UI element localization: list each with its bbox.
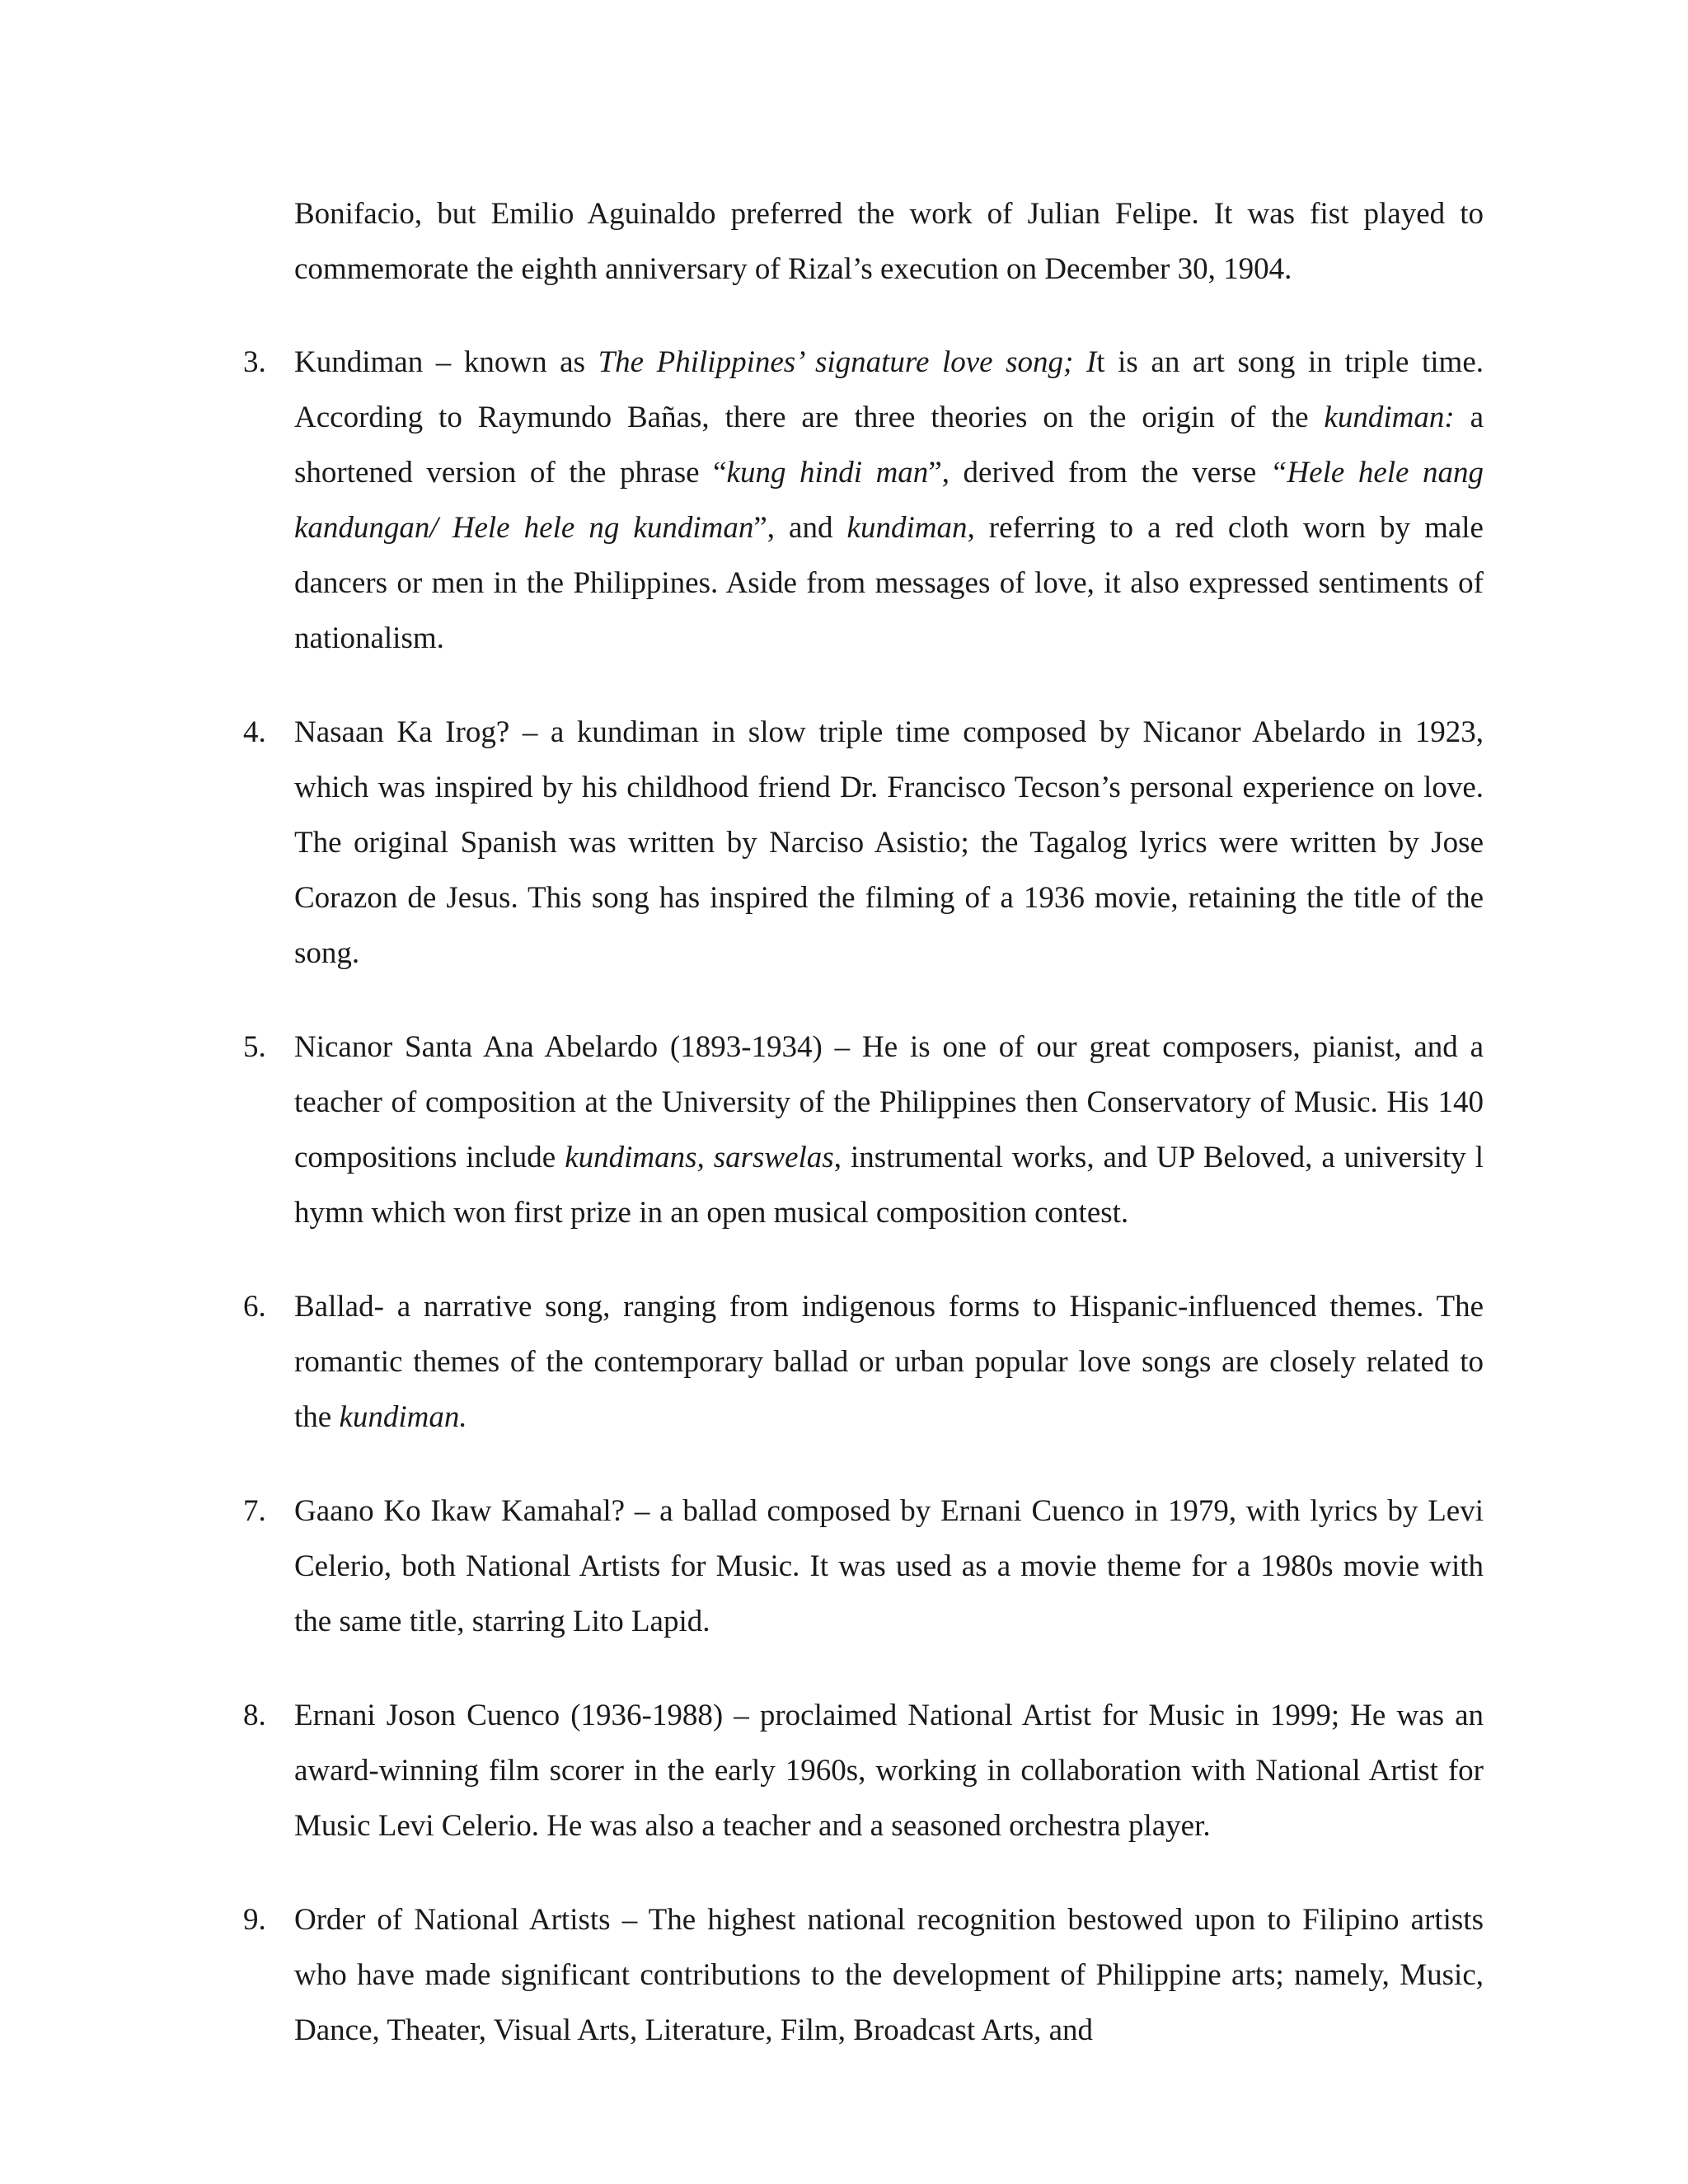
list-item xyxy=(243,1892,1484,2058)
list-item xyxy=(243,705,1484,981)
list-item xyxy=(243,1279,1484,1445)
list-item-text xyxy=(294,1903,1484,2047)
intro-paragraph: Bonifacio, but Emilio Aguinaldo preferred the work of Julian Felipe. It was fist played to commemorate the eighth anniversary of Rizal’s execution on December 30, 1904. xyxy=(294,197,1484,286)
italic-text: kung hindi man xyxy=(726,456,929,490)
text-run: t is an art song in triple time. According to Raymundo Bañas, there are three theories on the origin of the xyxy=(294,345,1484,434)
text-run: Gaano Ko Ikaw Kamahal? – a ballad composed by Ernani Cuenco in 1979, with lyrics by Levi Celerio, both National Artists for Music. It was used as a movie theme for a 1980s movie with the same title, starring Lito Lapid. xyxy=(294,1494,1484,1638)
list-item-text xyxy=(294,1494,1484,1638)
list-item xyxy=(243,1483,1484,1649)
italic-text: kundimans, sarswelas xyxy=(565,1141,834,1174)
list-item-number: 5. xyxy=(243,1030,266,1064)
list-item-number: 4. xyxy=(243,715,266,749)
list-item-text xyxy=(294,715,1484,970)
list-item-number: 7. xyxy=(243,1494,266,1528)
list-item xyxy=(243,335,1484,666)
list-item-number: 3. xyxy=(243,345,266,379)
text-run: a shortened version of the phrase “ xyxy=(294,401,1484,490)
italic-text: The Philippines’ signature love song; I xyxy=(598,345,1097,379)
list-item xyxy=(243,1688,1484,1854)
italic-text: “Hele hele nang kandungan/ Hele hele ng kundiman xyxy=(294,456,1484,545)
italic-text: kundiman. xyxy=(339,1400,467,1434)
list-item-number: 6. xyxy=(243,1290,266,1324)
text-run: Ernani Joson Cuenco (1936-1988) – proclaimed National Artist for Music in 1999; He was an award-winning film scorer in the early 1960s, working in collaboration with National Artist for Music Levi Celerio. He was also a teacher and a seasoned orchestra player. xyxy=(294,1699,1484,1843)
list-item xyxy=(243,1019,1484,1240)
text-run: referring to a red cloth worn by male dancers or men in the Philippines. Aside from messages of love, it also expressed sentiments of nationalism. xyxy=(294,511,1484,655)
text-run: Nasaan Ka Irog? – a kundiman in slow triple time composed by Nicanor Abelardo in 1923, which was inspired by his childhood friend Dr. Francisco Tecson’s personal experience on love. The original Spanish was written by Narciso Asistio; the Tagalog lyrics were written by Jose Corazon de Jesus. This song has inspired the filming of a 1936 movie, retaining the title of the song. xyxy=(294,715,1484,970)
italic-text: kundiman, xyxy=(846,511,975,545)
text-run: Order of National Artists – The highest national recognition bestowed upon to Filipino artists who have made significant contributions to the development of Philippine arts; namely, Music, Dance, Theater, Visual Arts, Literature, Film, Broadcast Arts, and xyxy=(294,1903,1484,2047)
list-item-number: 8. xyxy=(243,1699,266,1732)
list-item-text xyxy=(294,1030,1484,1230)
list-item-text xyxy=(294,345,1484,655)
text-run: ”, and xyxy=(753,511,847,545)
text-run: , instrumental works, and UP Beloved, a university l hymn which won first prize in an open musical composition contest. xyxy=(294,1141,1484,1230)
text-run: Ballad- a narrative song, ranging from indigenous forms to Hispanic-influenced themes. The romantic themes of the contemporary ballad or urban popular love songs are closely related to the xyxy=(294,1290,1484,1434)
text-run: Kundiman – known as xyxy=(294,345,598,379)
list-item-text xyxy=(294,1699,1484,1843)
list-item-text xyxy=(294,1290,1484,1434)
list-item-number: 9. xyxy=(243,1903,266,1937)
text-run: Nicanor Santa Ana Abelardo (1893-1934) – He is one of our great composers, pianist, and a teacher of composition at the University of the Philippines then Conservatory of Music. His 140 compositions include xyxy=(294,1030,1484,1174)
text-run: ”, derived from the verse xyxy=(928,456,1270,490)
glossary-list xyxy=(243,335,1484,2097)
italic-text: kundiman: xyxy=(1324,401,1455,434)
